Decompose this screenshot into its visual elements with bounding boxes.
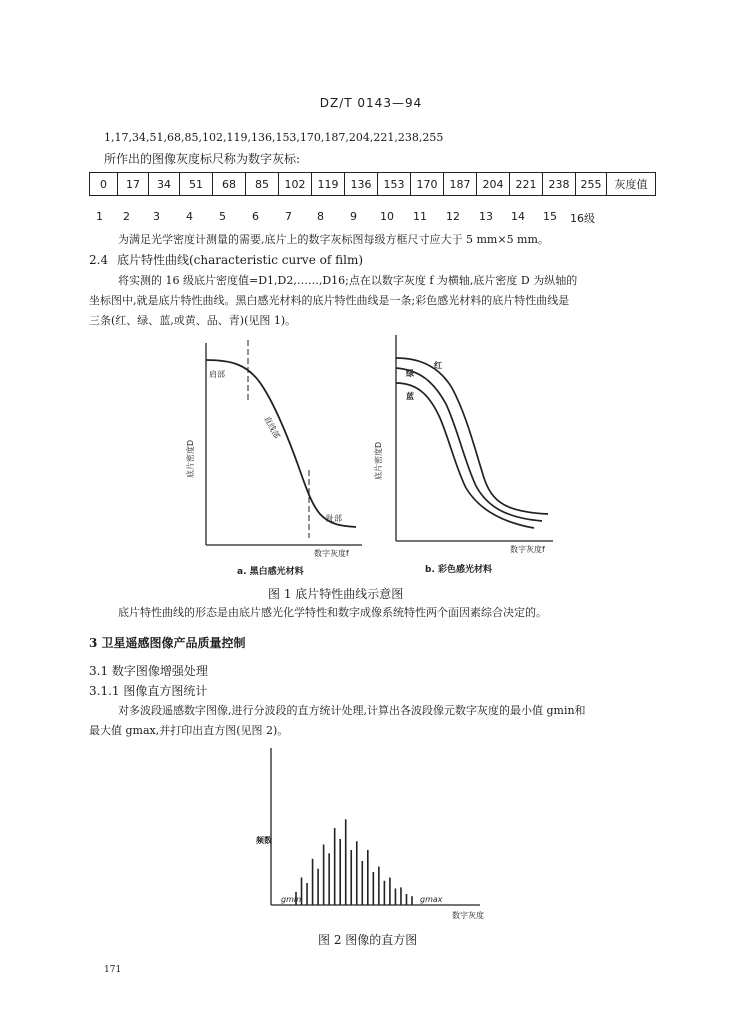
figure-1-note: 底片特性曲线的形态是由底片感光化学特性和数字成像系统特性两个面因素综合决定的。: [118, 606, 547, 619]
scale-index: 11: [413, 210, 427, 223]
scale-cell: 187: [444, 173, 477, 196]
para-2-4-line-2: 坐标图中,就是底片特性曲线。黑白感光材料的底片特性曲线是一条;彩色感光材料的底片特性曲线是: [89, 294, 570, 307]
scale-index: 6: [252, 210, 259, 223]
scale-index: 13: [479, 210, 493, 223]
scale-cell: 119: [312, 173, 345, 196]
figure-1-characteristic-curves: [170, 330, 570, 580]
scale-cell: 34: [149, 173, 180, 196]
scale-index: 1: [96, 210, 103, 223]
scale-index: 2: [123, 210, 130, 223]
figure-1-caption: 图 1 底片特性曲线示意图: [268, 587, 404, 601]
figure-2-histogram: [250, 740, 500, 920]
scale-cell: 221: [510, 173, 543, 196]
fig1b-red-label: 红: [434, 361, 442, 370]
fig1b-green-curve: [396, 368, 542, 521]
scale-index: 7: [285, 210, 292, 223]
fig2-gmax-label: gmax: [420, 895, 443, 904]
scale-index: 4: [186, 210, 193, 223]
scale-index: 14: [511, 210, 525, 223]
section-3-heading: 3 卫星遥感图像产品质量控制: [89, 636, 246, 650]
fig1a-shoulder-label: 肩部: [209, 370, 225, 379]
section-3-1-heading: 3.1 数字图像增强处理: [89, 664, 208, 678]
fig1a-x-label: 数字灰度f: [314, 549, 349, 558]
figure-1a-panel: [185, 340, 362, 577]
scale-index: 9: [350, 210, 357, 223]
figure-2-caption: 图 2 图像的直方图: [318, 933, 418, 947]
scale-cell: 170: [411, 173, 444, 196]
fig1b-y-label: 底片密度D: [374, 441, 383, 480]
fig2-x-label: 数字灰度: [452, 911, 484, 920]
fig1a-linear-label: 直线部: [262, 414, 282, 441]
scale-index: 16级: [570, 212, 595, 225]
scale-cell: 0: [90, 173, 118, 196]
para-2-4-line-1: 将实测的 16 级底片密度值=D1,D2,……,D16;点在以数字灰度 f 为横轴,底片密度 D 为纵轴的: [118, 274, 578, 287]
fig2-gmin-label: gmin: [281, 895, 302, 904]
fig2-histogram-bars: [296, 819, 412, 905]
scale-unit-cell: 灰度值: [607, 173, 656, 196]
scale-index: 10: [380, 210, 394, 223]
fig1a-caption: a. 黑白感光材料: [237, 567, 304, 577]
scale-index: 8: [317, 210, 324, 223]
scale-index: 12: [446, 210, 460, 223]
fig1b-caption: b. 彩色感光材料: [425, 565, 492, 575]
scale-cell: 238: [543, 173, 576, 196]
fig1b-green-label: 绿: [406, 369, 414, 378]
scale-cell: 255: [576, 173, 607, 196]
scale-index: 3: [153, 210, 160, 223]
para-3-1-1-line-1: 对多波段遥感数字图像,进行分波段的直方统计处理,计算出各波段像元数字灰度的最小值 gmin和: [118, 704, 586, 717]
fig2-y-label: 频数: [256, 836, 272, 845]
fig1a-curve: [206, 360, 356, 527]
fig1a-toe-label: 趾部: [326, 514, 342, 523]
scale-index: 5: [219, 210, 226, 223]
fig1b-red-curve: [396, 358, 548, 514]
gray-sequence: 1,17,34,51,68,85,102,119,136,153,170,187,204,221,238,255: [104, 131, 444, 144]
scale-cell: 51: [180, 173, 213, 196]
page-number: 171: [104, 965, 122, 975]
scale-cell: 17: [118, 173, 149, 196]
para-2-4-line-3: 三条(红、绿、蓝,或黄、品、青)(见图 1)。: [89, 314, 297, 327]
size-requirement: 为满足光学密度计测量的需要,底片上的数字灰标图每级方框尺寸应大于 5 mm×5 mm。: [118, 233, 549, 246]
intro-line: 所作出的图像灰度标尺称为数字灰标:: [104, 152, 301, 166]
page-header: DZ/T 0143—94: [319, 96, 423, 110]
scale-cell: 136: [345, 173, 378, 196]
figure-1b-panel: [373, 335, 553, 575]
para-3-1-1-line-2: 最大值 gmax,并打印出直方图(见图 2)。: [89, 724, 289, 737]
digital-gray-scale-table: [89, 172, 656, 196]
section-2-4-number: 2.4: [89, 253, 109, 267]
section-3-1-1-heading: 3.1.1 图像直方图统计: [89, 684, 208, 698]
scale-cell: 102: [279, 173, 312, 196]
scale-cell: 153: [378, 173, 411, 196]
scale-cell: 68: [213, 173, 246, 196]
fig1b-x-label: 数字灰度f: [510, 545, 545, 554]
scale-cell: 85: [246, 173, 279, 196]
section-2-4-title: 底片特性曲线(characteristic curve of film): [117, 253, 364, 267]
fig1b-blue-label: 蓝: [406, 392, 414, 401]
fig1a-y-label: 底片密度D: [186, 439, 195, 478]
scale-cell: 204: [477, 173, 510, 196]
scale-index: 15: [543, 210, 557, 223]
